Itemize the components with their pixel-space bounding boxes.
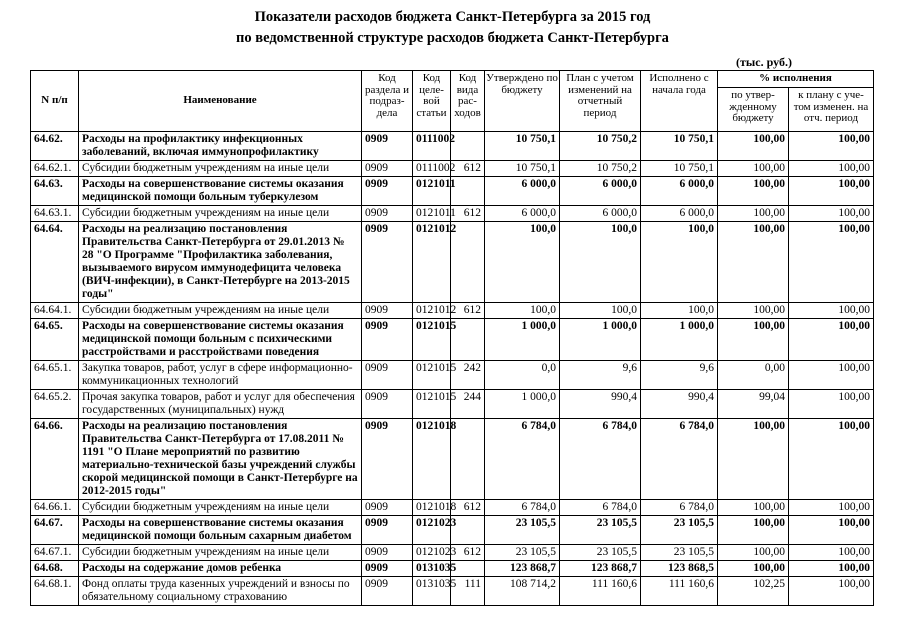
- row-executed: 9,6: [641, 361, 718, 390]
- row-stat: 0111002: [413, 161, 451, 177]
- row-pct-approved: 99,04: [718, 390, 789, 419]
- row-plan: 6 000,0: [560, 177, 641, 206]
- row-pct-plan: 100,00: [789, 319, 874, 361]
- row-pct-plan: 100,00: [789, 361, 874, 390]
- row-plan: 990,4: [560, 390, 641, 419]
- row-razdel: 0909: [362, 419, 413, 500]
- row-pct-approved: 100,00: [718, 319, 789, 361]
- table-row: [31, 222, 874, 303]
- row-pct-approved: 100,00: [718, 177, 789, 206]
- row-executed: 10 750,1: [641, 132, 718, 161]
- row-pct-approved: 100,00: [718, 132, 789, 161]
- row-razdel: 0909: [362, 545, 413, 561]
- row-pct-plan: 100,00: [789, 419, 874, 500]
- row-num: 64.64.1.: [31, 303, 79, 319]
- row-approved: 123 868,7: [485, 561, 560, 577]
- budget-table: [30, 70, 874, 606]
- row-num: 64.68.: [31, 561, 79, 577]
- header-razdel: Код раздела и подраз-дела: [362, 71, 413, 132]
- row-executed: 6 784,0: [641, 500, 718, 516]
- row-executed: 10 750,1: [641, 161, 718, 177]
- row-num: 64.68.1.: [31, 577, 79, 606]
- row-pct-approved: 100,00: [718, 419, 789, 500]
- row-plan: 6 784,0: [560, 419, 641, 500]
- row-vid: 612: [451, 500, 485, 516]
- row-executed: 100,0: [641, 303, 718, 319]
- row-approved: 6 784,0: [485, 419, 560, 500]
- table-row: [31, 500, 874, 516]
- header-stat: Код целе-вой статьи: [413, 71, 451, 132]
- row-num: 64.63.1.: [31, 206, 79, 222]
- row-name: Прочая закупка товаров, работ и услуг для обеспечения государственных (муниципальных) нужд: [79, 390, 362, 419]
- row-plan: 10 750,2: [560, 161, 641, 177]
- row-pct-plan: 100,00: [789, 516, 874, 545]
- row-plan: 23 105,5: [560, 516, 641, 545]
- table-row: [31, 419, 874, 500]
- row-stat: 0121015: [413, 361, 451, 390]
- row-vid: 612: [451, 161, 485, 177]
- table-body: [31, 132, 874, 606]
- row-stat: 0121018: [413, 500, 451, 516]
- table-row: [31, 303, 874, 319]
- row-executed: 1 000,0: [641, 319, 718, 361]
- row-razdel: 0909: [362, 177, 413, 206]
- row-num: 64.65.1.: [31, 361, 79, 390]
- row-executed: 6 784,0: [641, 419, 718, 500]
- header-name: Наименование: [79, 71, 362, 132]
- row-approved: 6 000,0: [485, 177, 560, 206]
- row-stat: 0121015: [413, 319, 451, 361]
- row-executed: 6 000,0: [641, 177, 718, 206]
- table-row: [31, 177, 874, 206]
- row-stat: 0121023: [413, 545, 451, 561]
- row-approved: 108 714,2: [485, 577, 560, 606]
- row-pct-plan: 100,00: [789, 303, 874, 319]
- row-num: 64.63.: [31, 177, 79, 206]
- row-name: Субсидии бюджетным учреждениям на иные цели: [79, 206, 362, 222]
- row-num: 64.67.1.: [31, 545, 79, 561]
- row-name: Закупка товаров, работ, услуг в сфере информационно-коммуникационных технологий: [79, 361, 362, 390]
- table-row: [31, 361, 874, 390]
- row-approved: 0,0: [485, 361, 560, 390]
- row-pct-plan: 100,00: [789, 222, 874, 303]
- row-pct-approved: 100,00: [718, 545, 789, 561]
- row-pct-approved: 100,00: [718, 161, 789, 177]
- row-pct-plan: 100,00: [789, 390, 874, 419]
- report-title-line-2: по ведомственной структуре расходов бюджета Санкт-Петербурга: [236, 30, 669, 46]
- row-vid: 612: [451, 303, 485, 319]
- report-title-line-1: Показатели расходов бюджета Санкт-Петербурга за 2015 год: [254, 9, 651, 25]
- row-pct-approved: 0,00: [718, 361, 789, 390]
- row-name: Расходы на совершенствование системы оказания медицинской помощи больным туберкулезом: [79, 177, 362, 206]
- row-pct-plan: 100,00: [789, 545, 874, 561]
- row-pct-approved: 100,00: [718, 561, 789, 577]
- row-name: Расходы на содержание домов ребенка: [79, 561, 362, 577]
- row-approved: 23 105,5: [485, 516, 560, 545]
- table-row: [31, 545, 874, 561]
- table-row: [31, 561, 874, 577]
- row-executed: 123 868,5: [641, 561, 718, 577]
- row-pct-plan: 100,00: [789, 132, 874, 161]
- row-stat: 0121018: [413, 419, 451, 500]
- row-stat: 0121023: [413, 516, 451, 545]
- row-num: 64.65.2.: [31, 390, 79, 419]
- row-razdel: 0909: [362, 222, 413, 303]
- header-percent: % исполнения: [718, 71, 874, 88]
- header-num: N п/п: [31, 71, 79, 132]
- row-plan: 100,0: [560, 222, 641, 303]
- header-vid: Код вида рас-ходов: [451, 71, 485, 132]
- row-stat: 0131035: [413, 577, 451, 606]
- row-num: 64.67.: [31, 516, 79, 545]
- row-name: Расходы на реализацию постановления Правительства Санкт-Петербурга от 29.01.2013 № 28 "О Программе "Профилактика заболевания, вызываемого вирусом иммунодефицита человека (ВИЧ-инфекции), в Санкт-Петербурге на 2013-2015 годы": [79, 222, 362, 303]
- row-pct-plan: 100,00: [789, 161, 874, 177]
- row-stat: 0121015: [413, 390, 451, 419]
- row-razdel: 0909: [362, 161, 413, 177]
- table-row: [31, 206, 874, 222]
- row-executed: 23 105,5: [641, 516, 718, 545]
- row-pct-plan: 100,00: [789, 561, 874, 577]
- table-row: [31, 516, 874, 545]
- row-razdel: 0909: [362, 303, 413, 319]
- row-approved: 10 750,1: [485, 161, 560, 177]
- row-name: Расходы на совершенствование системы оказания медицинской помощи больным сахарным диабетом: [79, 516, 362, 545]
- row-executed: 23 105,5: [641, 545, 718, 561]
- row-pct-plan: 100,00: [789, 177, 874, 206]
- row-pct-approved: 102,25: [718, 577, 789, 606]
- row-plan: 23 105,5: [560, 545, 641, 561]
- row-num: 64.66.: [31, 419, 79, 500]
- row-name: Расходы на реализацию постановления Правительства Санкт-Петербурга от 17.08.2011 № 1191 "О Плане мероприятий по развитию материально-технической базы учреждений службы скорой медицинской помощи в Санкт-Петербурге на 2012-2015 годы": [79, 419, 362, 500]
- row-plan: 6 000,0: [560, 206, 641, 222]
- row-name: Фонд оплаты труда казенных учреждений и взносы по обязательному социальному страхованию: [79, 577, 362, 606]
- row-pct-approved: 100,00: [718, 303, 789, 319]
- row-razdel: 0909: [362, 319, 413, 361]
- row-pct-approved: 100,00: [718, 516, 789, 545]
- row-vid: 244: [451, 390, 485, 419]
- table-row: [31, 390, 874, 419]
- row-num: 64.65.: [31, 319, 79, 361]
- row-num: 64.62.1.: [31, 161, 79, 177]
- row-approved: 10 750,1: [485, 132, 560, 161]
- row-approved: 1 000,0: [485, 319, 560, 361]
- row-name: Субсидии бюджетным учреждениям на иные цели: [79, 161, 362, 177]
- row-name: Субсидии бюджетным учреждениям на иные цели: [79, 545, 362, 561]
- row-num: 64.66.1.: [31, 500, 79, 516]
- row-stat: 0131035: [413, 561, 451, 577]
- row-vid: 242: [451, 361, 485, 390]
- row-num: 64.62.: [31, 132, 79, 161]
- row-razdel: 0909: [362, 361, 413, 390]
- row-pct-approved: 100,00: [718, 206, 789, 222]
- row-vid: [451, 132, 485, 161]
- row-razdel: 0909: [362, 561, 413, 577]
- row-name: Расходы на совершенствование системы оказания медицинской помощи больным с психическими расстройствами и расстройствами поведения: [79, 319, 362, 361]
- row-razdel: 0909: [362, 132, 413, 161]
- table-row: [31, 132, 874, 161]
- row-plan: 123 868,7: [560, 561, 641, 577]
- row-pct-plan: 100,00: [789, 577, 874, 606]
- row-razdel: 0909: [362, 577, 413, 606]
- row-plan: 1 000,0: [560, 319, 641, 361]
- row-approved: 100,0: [485, 303, 560, 319]
- row-razdel: 0909: [362, 206, 413, 222]
- row-approved: 23 105,5: [485, 545, 560, 561]
- row-approved: 100,0: [485, 222, 560, 303]
- units-label: (тыс. руб.): [736, 55, 792, 69]
- row-plan: 10 750,2: [560, 132, 641, 161]
- row-vid: 612: [451, 206, 485, 222]
- header-pct-plan: к плану с уче-том изменен. на отч. период: [789, 88, 874, 132]
- row-executed: 6 000,0: [641, 206, 718, 222]
- header-plan: План с учетом изменений на отчетный период: [560, 71, 641, 132]
- row-approved: 6 784,0: [485, 500, 560, 516]
- row-razdel: 0909: [362, 390, 413, 419]
- row-name: Субсидии бюджетным учреждениям на иные цели: [79, 500, 362, 516]
- row-pct-plan: 100,00: [789, 500, 874, 516]
- table-row: [31, 161, 874, 177]
- header-approved: Утверждено по бюджету: [485, 71, 560, 132]
- row-pct-approved: 100,00: [718, 500, 789, 516]
- row-stat: 0121011: [413, 177, 451, 206]
- row-razdel: 0909: [362, 516, 413, 545]
- row-executed: 100,0: [641, 222, 718, 303]
- row-approved: 1 000,0: [485, 390, 560, 419]
- row-stat: 0121012: [413, 303, 451, 319]
- row-plan: 100,0: [560, 303, 641, 319]
- row-name: Расходы на профилактику инфекционных заболеваний, включая иммунопрофилактику: [79, 132, 362, 161]
- row-num: 64.64.: [31, 222, 79, 303]
- table-row: [31, 577, 874, 606]
- row-stat: 0111002: [413, 132, 451, 161]
- row-plan: 9,6: [560, 361, 641, 390]
- table-row: [31, 319, 874, 361]
- row-razdel: 0909: [362, 500, 413, 516]
- row-vid: 612: [451, 545, 485, 561]
- row-pct-approved: 100,00: [718, 222, 789, 303]
- row-vid: 111: [451, 577, 485, 606]
- row-plan: 111 160,6: [560, 577, 641, 606]
- row-approved: 6 000,0: [485, 206, 560, 222]
- header-pct-approved: по утвер-жденному бюджету: [718, 88, 789, 132]
- row-executed: 111 160,6: [641, 577, 718, 606]
- row-name: Субсидии бюджетным учреждениям на иные цели: [79, 303, 362, 319]
- row-executed: 990,4: [641, 390, 718, 419]
- header-executed: Исполнено с начала года: [641, 71, 718, 132]
- row-stat: 0121011: [413, 206, 451, 222]
- row-plan: 6 784,0: [560, 500, 641, 516]
- row-stat: 0121012: [413, 222, 451, 303]
- row-pct-plan: 100,00: [789, 206, 874, 222]
